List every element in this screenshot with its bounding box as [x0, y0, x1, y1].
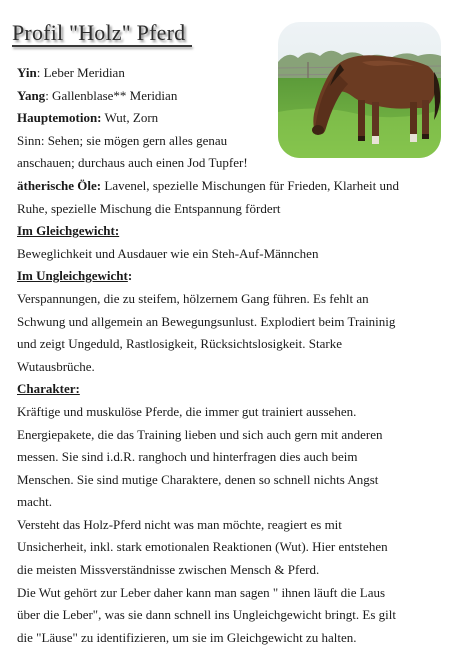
charakter-line: macht. [17, 494, 53, 510]
charakter-line: über die Leber", was sie dann schnell ins Ungleichgewicht bringt. Es gilt [17, 607, 396, 623]
ungleichgewicht-line: Wutausbrüche. [17, 358, 95, 374]
sinn-line-2: anschauen; durchaus auch einen Jod Tupfer! [17, 155, 248, 171]
gleichgewicht-heading-text: Im Gleichgewicht: [17, 223, 120, 239]
profile-content [17, 62, 445, 649]
page-title: Profil "Holz" Pferd [12, 20, 186, 45]
ungleichgewicht-heading-text: Im Ungleichgewicht [17, 268, 128, 284]
oele-label: ätherische Öle: [17, 177, 102, 193]
ungleichgewicht-line: und zeigt Ungeduld, Rastlosigkeit, Rücksichtslosigkeit. Starke [17, 336, 342, 352]
yin-label: Yin [17, 65, 37, 80]
charakter-line: Kräftige und muskulöse Pferde, die immer gut trainiert aussehen. [17, 403, 357, 419]
oele-value: Lavenel, spezielle Mischungen für Frieden, Klarheit und [101, 177, 399, 193]
yin-line [17, 62, 445, 85]
title-underline [12, 45, 192, 47]
ungleichgewicht-line: Verspannungen, die zu steifem, hölzernem Gang führen. Es fehlt an [17, 290, 369, 306]
charakter-line: Energiepakete, die das Training lieben und sich auch gern mit anderen [17, 426, 383, 442]
charakter-heading [17, 378, 445, 401]
yang-label: Yang [17, 87, 46, 103]
charakter-line: Die Wut gehört zur Leber daher kann man sagen " ihnen läuft die Laus [17, 584, 386, 600]
yang-value: : Gallenblase** Meridian [45, 87, 178, 103]
emotion-value: Wut, Zorn [101, 110, 159, 126]
ungleichgewicht-colon: : [127, 268, 133, 284]
yang-line [17, 85, 445, 108]
charakter-heading-text: Charakter: [17, 381, 80, 397]
emotion-line [17, 107, 445, 130]
charakter-line: Menschen. Sie sind mutige Charaktere, denen so schnell nichts Angst [17, 471, 379, 487]
charakter-line: die "Läuse" zu identifizieren, um sie im Gleichgewicht zu halten. [17, 629, 357, 645]
ungleichgewicht-line: Schwung und allgemein an Bewegungsunlust. Explodiert beim Traininig [17, 313, 396, 329]
ungleichgewicht-heading [17, 265, 445, 288]
sinn-line-1: Sinn: Sehen; sie mögen gern alles genau [17, 132, 228, 148]
charakter-line: die meisten Missverständnisse zwischen Mensch & Pferd. [17, 562, 320, 578]
gleichgewicht-text: Beweglichkeit und Ausdauer wie ein Steh-Auf-Männchen [17, 245, 319, 261]
yin-value: : Leber Meridian [36, 65, 125, 80]
charakter-line: messen. Sie sind i.d.R. ranghoch und hinterfragen dies auch beim [17, 449, 358, 465]
charakter-line: Versteht das Holz-Pferd nicht was man möchte, reagiert es mit [17, 516, 342, 532]
gleichgewicht-heading [17, 220, 445, 243]
emotion-label: Hauptemotion: [17, 110, 102, 126]
oele-line [17, 175, 445, 198]
charakter-line: Unsicherheit, inkl. stark emotionalen Reaktionen (Wut). Hier entstehen [17, 539, 388, 555]
oele-line-2: Ruhe, spezielle Mischung die Entspannung fördert [17, 200, 281, 216]
